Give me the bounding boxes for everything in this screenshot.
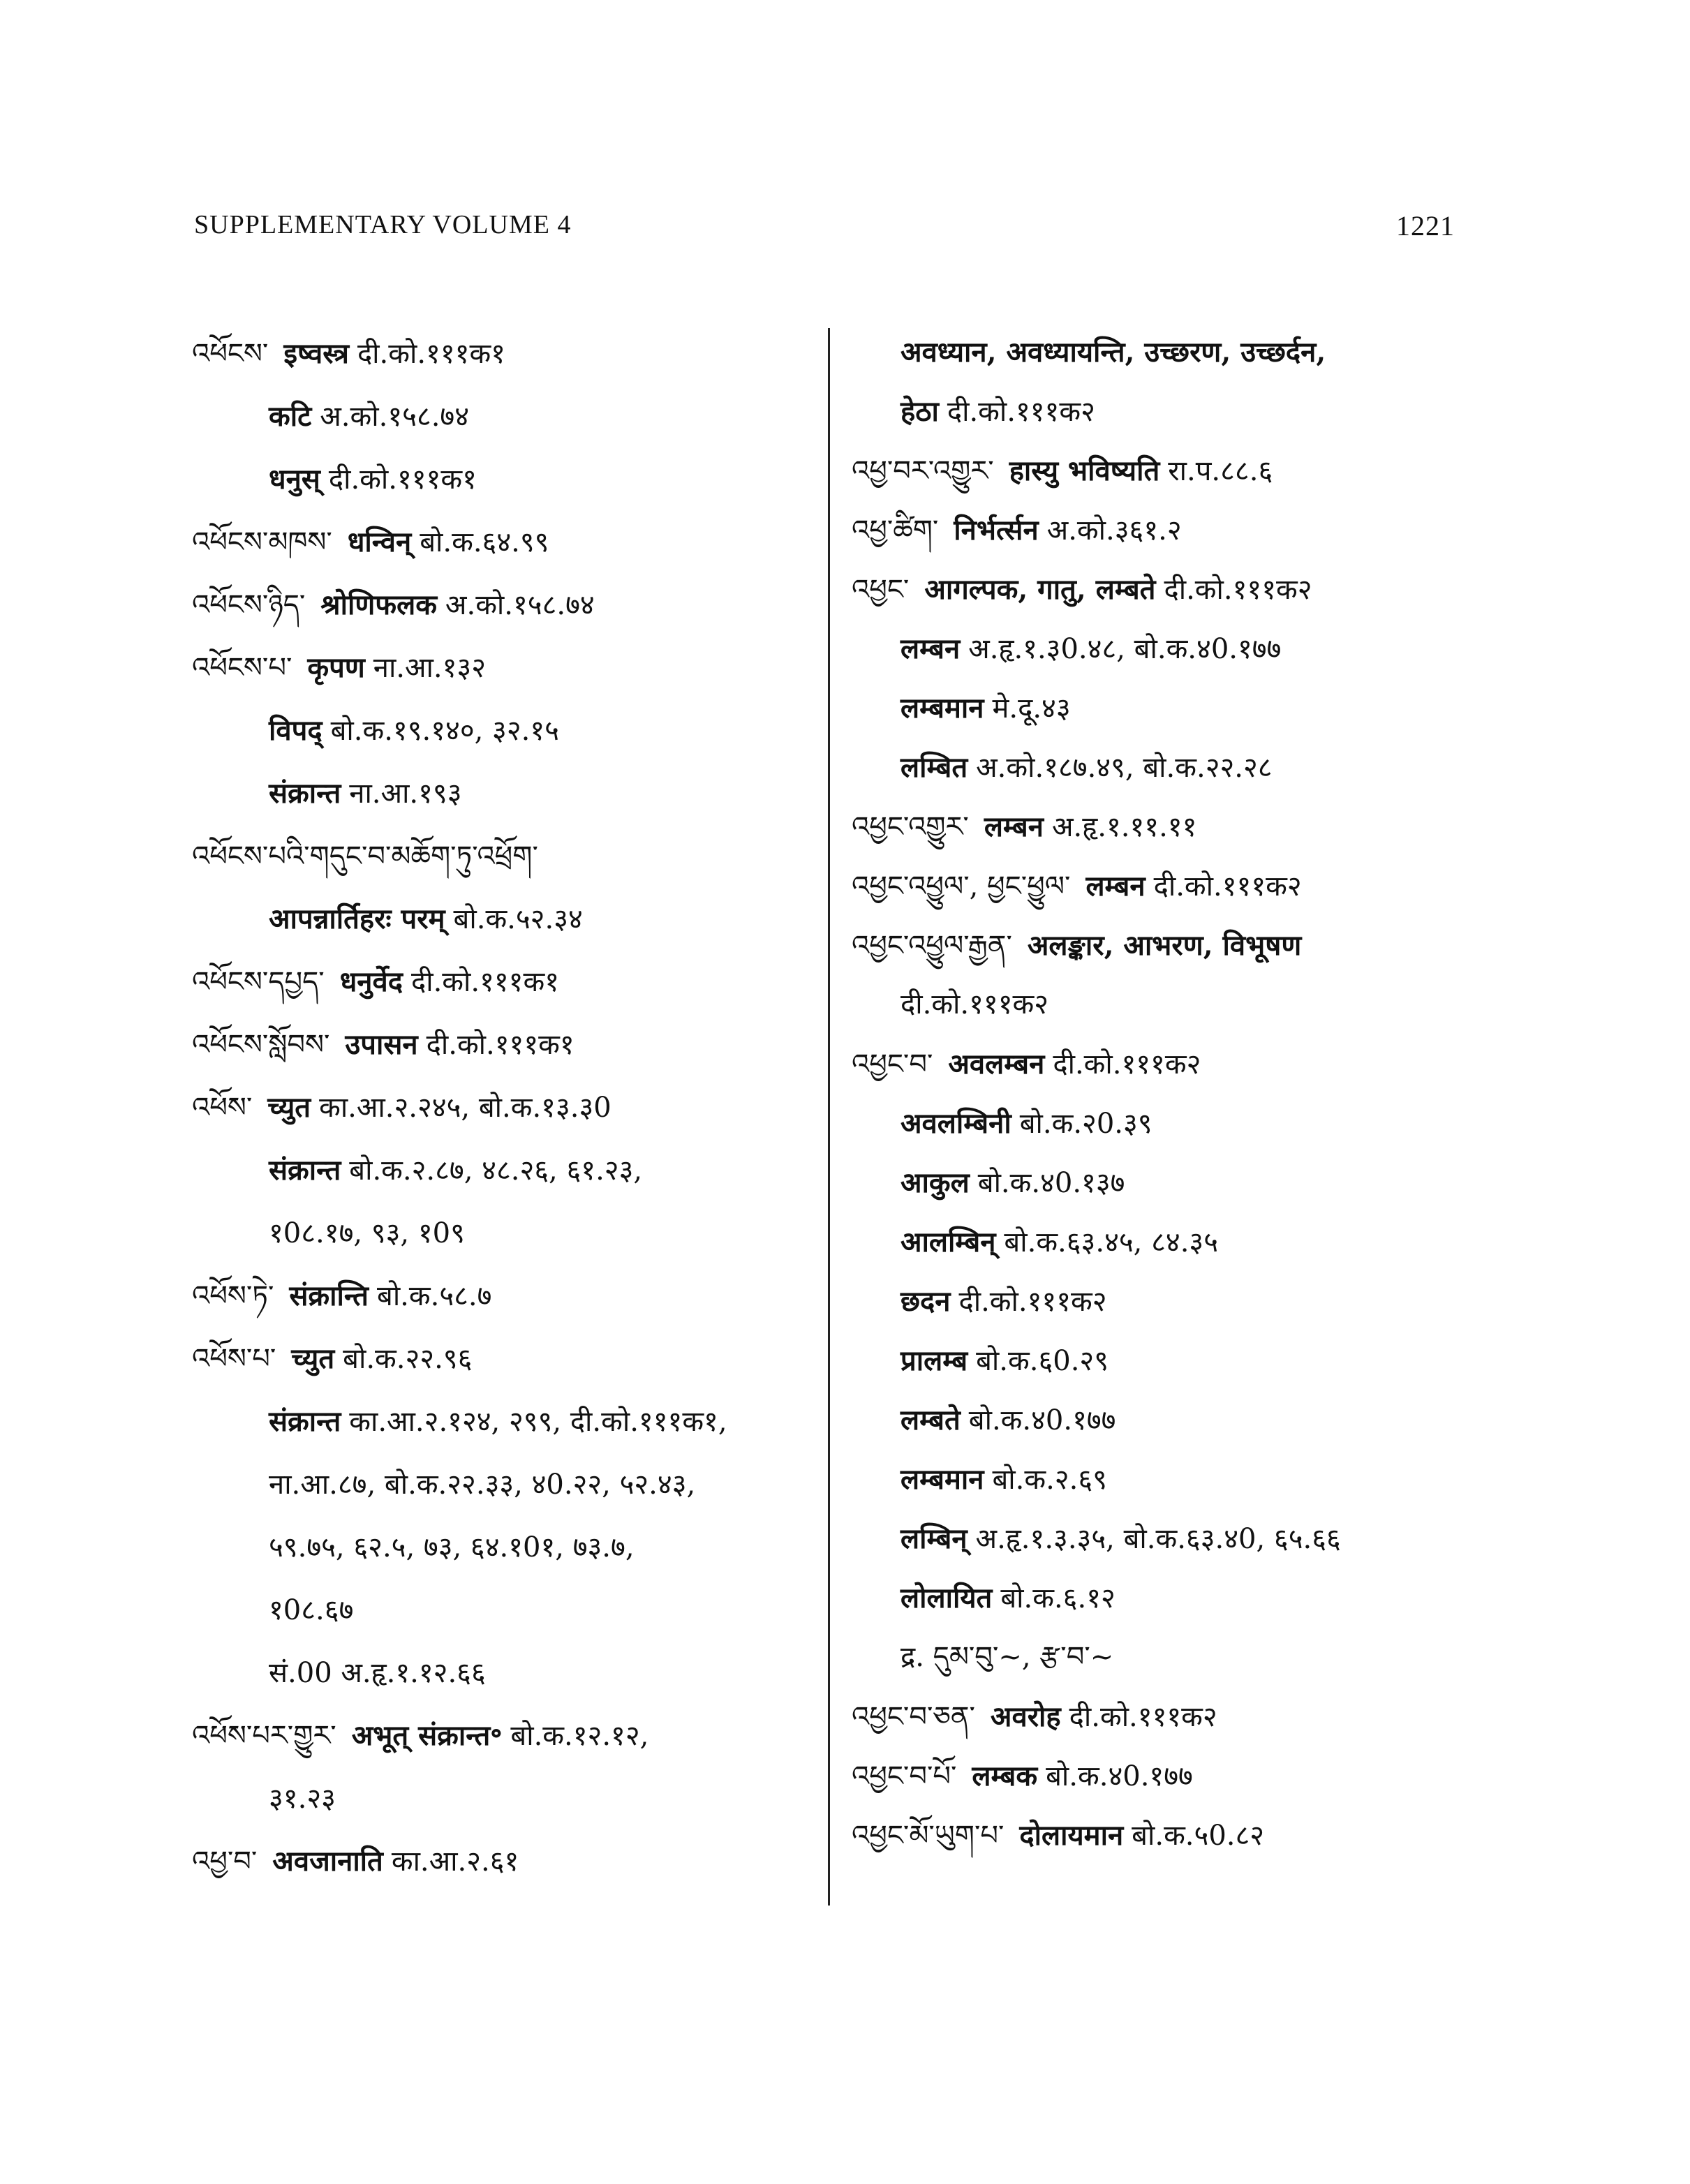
- entry-headword-line: [192, 1704, 820, 1767]
- sanskrit-equivalent: प्रालम्ब: [900, 1344, 968, 1377]
- source-reference: बो.क.२.६९: [992, 1464, 1107, 1496]
- entry-headword-line: [192, 1013, 820, 1076]
- tibetan-headword: འཕོངས་སློབས་: [192, 1029, 330, 1061]
- source-reference: बो.क.५0.८२: [1132, 1820, 1265, 1852]
- entry-continuation-line: [192, 1453, 820, 1516]
- source-reference: ना.आ.१९३: [349, 778, 462, 810]
- source-reference: बो.क.१९.१४०, ३२.१५: [330, 715, 559, 747]
- entry-continuation-line: [192, 1516, 820, 1579]
- sanskrit-equivalent: लोलायित: [900, 1582, 993, 1614]
- sanskrit-equivalent: लम्बते: [900, 1404, 961, 1436]
- sanskrit-equivalent: अवजानाति: [272, 1845, 383, 1878]
- source-reference: अ.को.१५८.७४: [445, 589, 595, 621]
- sanskrit-equivalent: लम्बन: [900, 632, 961, 665]
- sanskrit-equivalent: अवध्यान, अवध्यायन्ति, उच्छरण, उच्छर्दन,: [900, 336, 1326, 369]
- entry-headword-line: [852, 560, 1480, 619]
- source-reference: १0८.१७, ९३, १0९: [269, 1217, 465, 1249]
- source-reference: बो.क.६0.२९: [976, 1345, 1109, 1377]
- entry-headword-line: [192, 574, 820, 637]
- entry-continuation-line: [192, 762, 820, 825]
- entry-continuation-line: [192, 1767, 820, 1830]
- tibetan-headword: འཕོངས་ཉིད་: [192, 589, 306, 621]
- entry-continuation-line: [852, 322, 1480, 382]
- source-reference: बो.क.२.८७, ४८.२६, ६१.२३,: [349, 1154, 643, 1187]
- tibetan-headword: འཕྱང་འགྱུར་: [852, 811, 969, 843]
- source-reference: ५९.७५, ६२.५, ७३, ६४.१0१, ७३.७,: [269, 1531, 635, 1563]
- source-reference: दी.को.१११क२: [1069, 1701, 1217, 1733]
- tibetan-headword: འཕོངས་མཁས་: [192, 526, 332, 558]
- entry-headword-line: [852, 916, 1480, 975]
- entry-headword-line: [852, 1034, 1480, 1094]
- sanskrit-equivalent: निर्भर्त्सन: [954, 514, 1039, 547]
- entry-continuation-line: [852, 975, 1480, 1034]
- entry-continuation-line: [852, 382, 1480, 441]
- entry-continuation-line: [192, 1390, 820, 1453]
- entry-continuation-line: [852, 619, 1480, 678]
- entry-headword-line: [192, 1328, 820, 1390]
- entry-continuation-line: [852, 1509, 1480, 1568]
- source-reference: का.आ.२.२४५, बो.क.१३.३0: [319, 1092, 611, 1124]
- source-reference: अ.को.३६१.२: [1046, 514, 1182, 547]
- entry-continuation-line: [852, 1450, 1480, 1509]
- running-head: SUPPLEMENTARY VOLUME 4: [194, 210, 572, 239]
- source-reference: १0८.६७: [269, 1594, 354, 1626]
- source-reference: दी.को.१११क२: [900, 988, 1049, 1020]
- source-reference: बो.क.१२.१२,: [510, 1720, 649, 1752]
- sanskrit-equivalent: लम्बित: [900, 751, 968, 784]
- entry-continuation-line: [852, 1628, 1480, 1687]
- entry-headword-line: [192, 1076, 820, 1139]
- sanskrit-equivalent: श्रोणिफलक: [320, 588, 437, 621]
- source-reference: अ.हृ.१.३0.४८, बो.क.४0.१७७: [968, 633, 1282, 665]
- source-reference: ना.आ.१३२: [373, 652, 487, 684]
- tibetan-headword: འཕྱང་བ་: [852, 1048, 933, 1080]
- sanskrit-equivalent: अलङ्कार, आभरण, विभूषण: [1027, 929, 1302, 962]
- sanskrit-equivalent: लम्बन: [984, 810, 1044, 843]
- entry-headword-line: [852, 1746, 1480, 1806]
- sanskrit-equivalent: च्युत: [291, 1342, 335, 1375]
- source-reference: ३१.२३: [269, 1783, 336, 1815]
- source-reference: ना.आ.८७, बो.क.२२.३३, ४0.२२, ५२.४३,: [269, 1469, 696, 1501]
- tibetan-headword: འཕོས་པ་: [192, 1343, 276, 1375]
- source-reference: दी.को.१११क१: [410, 966, 559, 998]
- sanskrit-equivalent: कृपण: [307, 651, 365, 684]
- sanskrit-equivalent: लम्बक: [972, 1760, 1038, 1792]
- tibetan-headword: འཕྱང་འཕྱུལ་, ཕྱང་ཕྱུལ་: [852, 870, 1071, 902]
- source-reference: द्र. དུམ་བུ་~, རྩ་བ་~: [900, 1641, 1114, 1673]
- source-reference: अ.को.१८७.४९, बो.क.२२.२८: [976, 752, 1273, 784]
- sanskrit-equivalent: हास्यु भविष्यति: [1009, 454, 1160, 487]
- source-reference: दी.को.१११क१: [357, 338, 505, 370]
- entry-headword-line: [192, 1830, 820, 1893]
- page-number: 1221: [1396, 210, 1455, 242]
- entry-headword-line: [852, 1687, 1480, 1746]
- tibetan-headword: འཕྱང་འཕྱུལ་རྒྱན་: [852, 930, 1012, 962]
- sanskrit-equivalent: अवलम्बिनी: [900, 1107, 1011, 1140]
- source-reference: बो.क.५२.३४: [453, 903, 583, 935]
- source-reference: बो.क.२२.९६: [343, 1343, 473, 1375]
- source-reference: अ.हृ.१.३.३५, बो.क.६३.४0, ६५.६६: [975, 1523, 1341, 1555]
- source-reference: दी.को.१११क२: [1153, 870, 1302, 902]
- tibetan-headword: འཕོས་: [192, 1092, 253, 1124]
- sanskrit-equivalent: लम्बमान: [900, 692, 984, 725]
- source-reference: रा.प.८८.६: [1168, 455, 1273, 487]
- entry-continuation-line: [192, 1579, 820, 1642]
- entry-headword-line: [852, 856, 1480, 916]
- sanskrit-equivalent: धन्विन्: [347, 526, 412, 558]
- sanskrit-equivalent: लम्बन: [1085, 870, 1146, 902]
- source-reference: दी.को.१११क२: [1164, 574, 1312, 606]
- entry-continuation-line: [192, 1642, 820, 1704]
- entry-continuation-line: [852, 738, 1480, 797]
- sanskrit-equivalent: आपन्नार्तिहरः परम्: [269, 902, 445, 935]
- entry-continuation-line: [192, 448, 820, 511]
- sanskrit-equivalent: संक्रान्त: [269, 1405, 341, 1438]
- source-reference: दी.को.१११क२: [947, 396, 1095, 428]
- entry-headword-line: [852, 797, 1480, 856]
- entry-headword-line: [192, 322, 820, 385]
- entry-continuation-line: [852, 1568, 1480, 1628]
- source-reference: दी.को.१११क१: [328, 463, 477, 496]
- tibetan-headword: འཕོངས་དཔྱད་: [192, 966, 325, 998]
- source-reference: बो.क.२0.३९: [1019, 1108, 1152, 1140]
- tibetan-headword: འཕོངས་པའི་གདུང་བ་མཆོག་ཏུ་འཕྲོག་: [192, 840, 538, 872]
- entry-continuation-line: [852, 1153, 1480, 1212]
- source-reference: बो.क.६.१२: [1000, 1582, 1115, 1614]
- entry-headword-line: [852, 500, 1480, 560]
- source-reference: अ.को.१५८.७४: [320, 401, 470, 433]
- entry-continuation-line: [852, 1094, 1480, 1153]
- column-divider: [828, 328, 830, 1906]
- sanskrit-equivalent: हेठा: [900, 395, 939, 428]
- entry-continuation-line: [852, 1390, 1480, 1450]
- source-reference: दी.को.१११क२: [1053, 1048, 1201, 1080]
- tibetan-headword: འཕོངས་: [192, 338, 269, 370]
- entry-continuation-line: [852, 1272, 1480, 1331]
- left-column: [192, 322, 820, 1893]
- source-reference: बो.क.४0.१३७: [977, 1167, 1125, 1199]
- sanskrit-equivalent: इष्वस्त्र: [283, 337, 349, 370]
- sanskrit-equivalent: धनुर्वेद: [339, 965, 403, 998]
- sanskrit-equivalent: दोलायमान: [1019, 1819, 1124, 1852]
- source-reference: सं.00 अ.हृ.१.१२.६६: [269, 1657, 486, 1689]
- source-reference: बो.क.४0.१७७: [1046, 1760, 1193, 1792]
- tibetan-headword: འཕྱ་བ་: [192, 1845, 258, 1878]
- tibetan-headword: འཕྱ་བར་འགྱུར་: [852, 455, 994, 487]
- entry-continuation-line: [192, 1139, 820, 1202]
- entry-headword-line: [192, 1265, 820, 1328]
- source-reference: बो.क.६४.९९: [420, 526, 549, 558]
- entry-headword-line: [852, 1806, 1480, 1865]
- sanskrit-equivalent: लम्बमान: [900, 1463, 984, 1496]
- sanskrit-equivalent: धनुस्: [269, 463, 320, 496]
- sanskrit-equivalent: आलम्बिन्: [900, 1226, 996, 1258]
- tibetan-headword: འཕོས་པར་གྱུར་: [192, 1720, 336, 1752]
- tibetan-headword: འཕོངས་པ་: [192, 652, 292, 684]
- source-reference: बो.क.६३.४५, ८४.३५: [1004, 1226, 1219, 1258]
- right-column: [852, 322, 1480, 1865]
- entry-continuation-line: [852, 1212, 1480, 1272]
- entry-continuation-line: [192, 888, 820, 951]
- sanskrit-equivalent: अवरोह: [990, 1700, 1061, 1733]
- sanskrit-equivalent: कटि: [269, 400, 312, 433]
- entry-continuation-line: [192, 385, 820, 448]
- entry-continuation-line: [192, 699, 820, 762]
- entry-headword-line: [192, 951, 820, 1013]
- entry-headword-line: [852, 441, 1480, 500]
- tibetan-headword: འཕྱ་ཚིག་: [852, 514, 939, 547]
- sanskrit-equivalent: संक्रान्त: [269, 1154, 341, 1187]
- entry-continuation-line: [192, 1202, 820, 1265]
- source-reference: दी.को.१११क१: [426, 1029, 575, 1061]
- sanskrit-equivalent: उपासन: [345, 1028, 418, 1061]
- entry-headword-line: [192, 511, 820, 574]
- source-reference: का.आ.२.१२४, २९९, दी.को.१११क१,: [349, 1406, 727, 1438]
- entry-continuation-line: [852, 1331, 1480, 1390]
- entry-headword-line: [192, 825, 820, 888]
- tibetan-headword: འཕྱང་མོ་ཡུག་པ་: [852, 1820, 1005, 1852]
- source-reference: बो.क.४0.१७७: [968, 1404, 1116, 1436]
- tibetan-headword: འཕྱང་བ་ཅན་: [852, 1701, 975, 1733]
- sanskrit-equivalent: संक्रान्त: [269, 777, 341, 810]
- sanskrit-equivalent: संक्रान्ति: [289, 1279, 369, 1312]
- sanskrit-equivalent: अवलम्बन: [948, 1048, 1045, 1080]
- entry-continuation-line: [852, 678, 1480, 738]
- tibetan-headword: འཕྱང་བ་པོ་: [852, 1760, 957, 1792]
- source-reference: का.आ.२.६१: [391, 1845, 519, 1878]
- source-reference: अ.हृ.१.११.११: [1051, 811, 1197, 843]
- tibetan-headword: འཕོས་ཏེ་: [192, 1280, 274, 1312]
- source-reference: बो.क.५८.७: [376, 1280, 492, 1312]
- sanskrit-equivalent: आकुल: [900, 1166, 970, 1199]
- source-reference: दी.को.१११क२: [958, 1286, 1107, 1318]
- source-reference: मे.दू.४३: [992, 692, 1071, 725]
- tibetan-headword: འཕྱང་: [852, 574, 910, 606]
- sanskrit-equivalent: आगल्पक, गातु, लम्बते: [924, 573, 1156, 606]
- sanskrit-equivalent: छदन: [900, 1285, 951, 1318]
- sanskrit-equivalent: लम्बिन्: [900, 1522, 968, 1555]
- entry-headword-line: [192, 637, 820, 699]
- sanskrit-equivalent: च्युत: [267, 1091, 311, 1124]
- sanskrit-equivalent: अभूत् संक्रान्त॰: [351, 1719, 503, 1752]
- sanskrit-equivalent: विपद्: [269, 714, 323, 747]
